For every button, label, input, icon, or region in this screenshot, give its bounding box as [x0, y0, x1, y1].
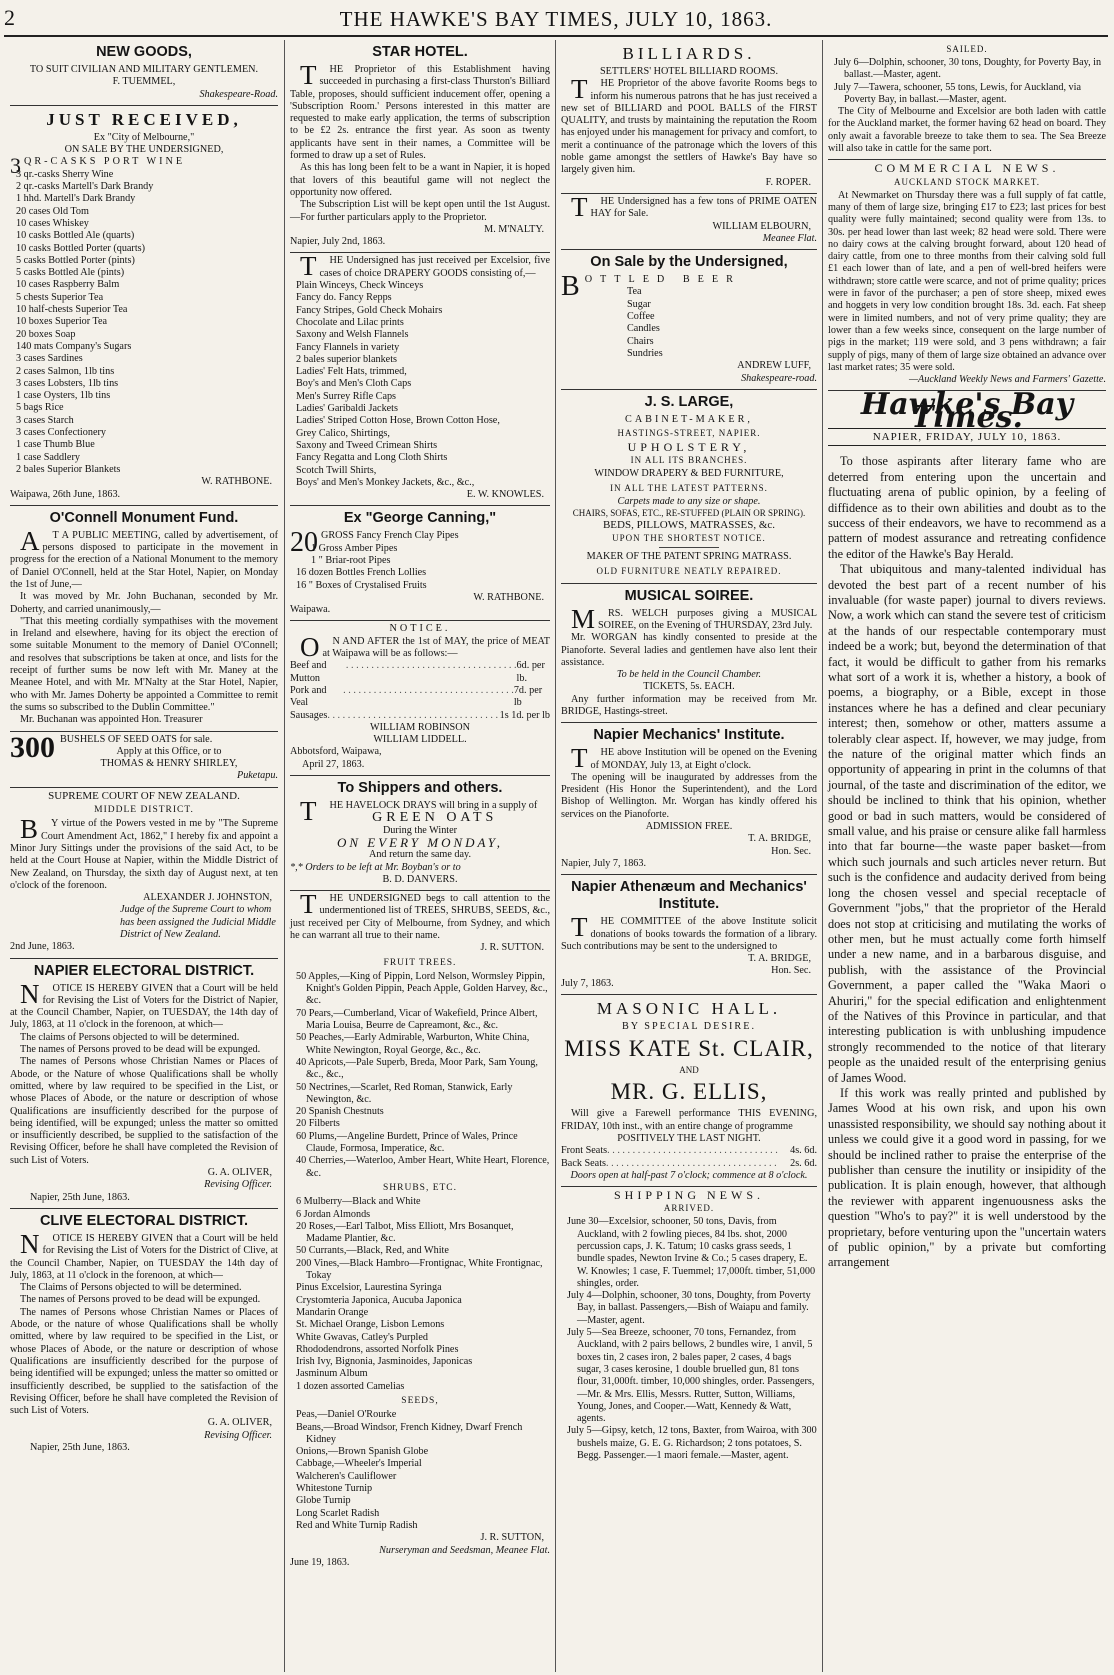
list-item: 6 Jordan Almonds — [296, 1208, 371, 1220]
list-item: 10 casks Bottled Ale (quarts) — [16, 230, 135, 242]
ad-text: UPON THE SHORTEST NOTICE. — [612, 533, 766, 544]
price-label: Front Seats — [561, 1145, 608, 1157]
price-label: Beef and Mutton — [290, 660, 327, 684]
paragraph: It was moved by Mr. John Buchanan, seconded by Mr. Doherty, and carried unanimously,— — [10, 591, 278, 615]
ad-text: And return the same day. — [368, 849, 472, 861]
list-item: Pinus Excelsior, Laurestina Syringa — [296, 1282, 442, 1294]
price-row — [561, 1158, 817, 1170]
list-item: St. Michael Orange, Lisbon Lemons — [296, 1319, 445, 1331]
list-item: 2 qr.-casks Martell's Dark Brandy — [16, 181, 154, 193]
list-item: 2 bales Superior Blankets — [16, 463, 121, 475]
address: Meanee Flat. — [762, 232, 817, 244]
ad-cabinet-maker — [561, 390, 817, 584]
ad-star-hotel — [290, 40, 550, 253]
paragraph: THE COMMITTEE of the above Institute solicit donations of books towards the formation of a library. Such contributions may be sent to the undersigned to — [561, 912, 817, 952]
ad-title: To Shippers and others. — [337, 780, 503, 797]
price-row — [290, 710, 550, 722]
editorial — [828, 454, 1106, 1271]
price-label: Back Seats — [561, 1157, 606, 1169]
ad-title: NEW GOODS, — [96, 44, 192, 60]
leader-dots: . . . . . . . . . . . . . . . . . . . . . . . . . . . . . . . . . . — [343, 684, 514, 696]
ad-subtitle: SETTLERS' HOTEL BILLIARD ROOMS. — [599, 66, 779, 77]
list-item: 10 cases Raspberry Balm — [16, 279, 120, 291]
role: Judge of the Supreme Court to whom has been assigned the Judicial Middle District of New Zealand. — [120, 904, 276, 940]
signature: F. TUEMMEL, — [112, 76, 176, 88]
editorial-paragraph: To those aspirants after literary fame who are deterred from entering upon the uncertain and fluctuating arena of public opinion, by a feeling of diffidence as to their own abilities and doubt as to the success of their endeavors, we have to recommend as a pattern of modest assurance and retreating confidence the editor of the Hawke's Bay Herald. — [828, 454, 1106, 561]
ad-clive-electoral — [10, 1209, 278, 1458]
ad-highlight: GREEN OATS — [372, 810, 498, 826]
ad-title: NOTICE. — [389, 623, 451, 635]
paragraph: NOTICE IS HEREBY GIVEN that a Court will be held for Revising the List of Voters for the District of Napier, at the Council Chamber, Napier, on TUESDAY, the 14th day of July, 1863, at 11 o'clock in the forenoon, at which— — [10, 978, 278, 1031]
ad-new-goods — [10, 40, 278, 106]
signature: ALEXANDER J. JOHNSTON, — [143, 892, 272, 904]
date: Napier, July 7, 1863. — [561, 857, 647, 869]
list-item: 70 Pears,—Cumberland, Vicar of Wakefield, Prince Albert, Maria Louisa, Beurre de Capreamont, &c., &c. — [296, 1007, 538, 1032]
list-item: Red and White Turnip Radish — [296, 1519, 418, 1531]
paragraph: At Newmarket on Thursday there was a full supply of fat cattle, many of them of large size, bringing £17 to £23; last prices for best quality were fully maintained; second quality were from 13s. to 30s. per head lower than last week; 82 head were sold. There were no dairy cows at the calving brought forward, about 120 head of dairy cattle, from one to three months from their calving sold full £1 each lower than of late, and a pen of well-bred heifers were withdrawn; store cattle were scarce, and not of prime quality; prices were in favor of the purchaser; a pen of store sheep, mixed ewes and hoggets in very low condition brought 18s. 3d. each. Fat sheep were in limited numbers, and not of very prime quality; they are lower than a few weeks since, consequent on the large number of pigs in the market; 119 were sold, and 3 pens withdrawn; a fair supply of pigs, many of them of large size obtained an advance over last market rates; 35 were sold. — [828, 189, 1106, 373]
list-item: 5 bags Rice — [16, 402, 64, 414]
paragraph: MRS. WELCH purposes giving a MUSICAL SOIREE, on the Evening of THURSDAY, 23rd July. — [571, 603, 817, 634]
price-row — [290, 685, 550, 710]
paragraph: THE UNDERSIGNED begs to call attention to the undermentioned list of TREES, SHRUBS, SEEDS, &c., just received per City of Melbourne, from Sydney, and which he can warrant all true to their name. — [290, 889, 550, 941]
shipping-list — [828, 57, 1106, 106]
list-item: Onions,—Brown Spanish Globe — [296, 1446, 429, 1458]
paragraph: AT A PUBLIC MEETING, called by advertisement, of persons disposed to participate in the movement in progress for the erection of a National Monument to the memory of Daniel O'Connell, held at the Star Hotel, Napier, on Monday the 1st of June,— — [10, 525, 278, 590]
list-item: Mandarin Orange — [296, 1306, 369, 1318]
ad-text: Apply at this Office, or to — [116, 745, 222, 757]
list-item: 140 mats Company's Sugars — [16, 340, 132, 352]
list-item: Saxony and Tweed Crimean Shirts — [296, 439, 438, 451]
signature: G. A. OLIVER, — [207, 1167, 272, 1179]
paragraph: THE HAVELOCK DRAYS will bring in a supply of — [300, 796, 538, 827]
list-item: Sugar — [627, 298, 651, 310]
paragraph: As this has long been felt to be a want in Napier, it is hoped that lovers of this beautiful game will not neglect the opportunity now offered. — [290, 162, 550, 198]
list-item: Chocolate and Lilac prints — [296, 316, 404, 328]
column-rule — [555, 40, 556, 1672]
paragraph: The names of Persons proved to be dead will be expunged. — [20, 1294, 261, 1306]
column-4 — [828, 40, 1106, 1670]
ad-text: BY SPECIAL DESIRE. — [621, 1021, 756, 1033]
list-item: Ladies' Felt Hats, trimmed, — [296, 366, 407, 378]
address: Puketapu. — [236, 770, 278, 782]
commercial-news — [828, 160, 1106, 391]
list-item: Fancy Regatta and Long Cloth Shirts — [296, 452, 448, 464]
list-item: Scotch Twill Shirts, — [296, 464, 377, 476]
ad-napier-electoral — [10, 959, 278, 1209]
signature: WILLIAM ROBINSON — [370, 721, 470, 733]
date: Napier, 25th June, 1863. — [30, 1191, 130, 1203]
ad-text: BEDS, PILLOWS, MATRASSES, &c. — [602, 519, 776, 532]
role: Hon. Sec. — [771, 965, 811, 977]
ad-text: GROSS Fancy French Clay Pipes — [321, 530, 459, 542]
signature: T. A. BRIDGE, — [748, 953, 811, 965]
ad-oaten-hay — [561, 191, 817, 250]
role: Revising Officer. — [204, 1429, 272, 1441]
column-2 — [290, 40, 550, 1670]
performer-name: MISS KATE St. CLAIR, — [564, 1036, 814, 1062]
list-item: Chairs — [627, 335, 654, 347]
list-item: 20 Spanish Chestnuts — [296, 1106, 384, 1118]
list-item: 2 bales superior blankets — [296, 353, 397, 365]
paragraph: Will give a Farewell performance THIS EVENING, FRIDAY, 10th inst., with an entire change of programme — [561, 1108, 817, 1132]
address: Shakespeare-Road. — [199, 88, 278, 100]
list-item: 1 hhd. Martell's Dark Brandy — [16, 193, 136, 205]
paragraph: The names of Persons proved to be dead will be expunged. — [20, 1044, 261, 1056]
list-item: 5 casks Bottled Porter (pints) — [16, 254, 135, 266]
list-item: Long Scarlet Radish — [296, 1507, 380, 1519]
list-item: 1 case Saddlery — [16, 451, 80, 463]
ad-text: QR-CASKS PORT WINE — [24, 156, 186, 168]
price-list — [290, 660, 550, 721]
list-item: Boy's and Men's Cloth Caps — [296, 378, 412, 390]
list-item: 16 " Boxes of Crystalised Fruits — [296, 579, 427, 591]
list-item: 50 Peaches,—Early Admirable, Warburton, White China, White Newington, Royal George, &c., &c. — [296, 1032, 530, 1056]
signature: THOMAS & HENRY SHIRLEY, — [100, 758, 238, 770]
price-value: 6d. per lb. — [516, 660, 545, 684]
ad-text: CHAIRS, SOFAS, ETC., RE-STUFFED (PLAIN OR SPRING). — [572, 508, 806, 519]
item-list — [290, 543, 550, 592]
signature: WILLIAM ELBOURN, — [712, 220, 811, 232]
item-list — [290, 971, 550, 1180]
ad-just-received — [10, 106, 278, 506]
signature: E. W. KNOWLES. — [466, 489, 544, 501]
paragraph: The Claims of Persons objected to will be determined. — [20, 1282, 242, 1294]
source: —Auckland Weekly News and Farmers' Gazette. — [908, 374, 1106, 386]
paragraph: The Subscription List will be kept open until the 1st August.—For further particulars apply to the Proprietor. — [290, 199, 550, 223]
ad-title: SUPREME COURT OF NEW ZEALAND. — [48, 789, 240, 802]
section-title: FRUIT TREES. — [383, 957, 457, 968]
ad-masonic-hall — [561, 995, 817, 1187]
ad-title: Ex "George Canning," — [343, 510, 497, 527]
shipping-entry: July 6—Dolphin, schooner, 30 tons, Doughty, for Poverty Bay, in ballast.—Master, agent. — [834, 57, 1102, 81]
ad-mechanics-institute — [561, 723, 817, 875]
ad-title: Napier Mechanics' Institute. — [593, 727, 785, 744]
ad-supreme-court — [10, 788, 278, 959]
list-item: 1 " Briar-root Pipes — [311, 554, 391, 566]
list-item: Sundries — [627, 347, 663, 359]
section-title: SEEDS, — [401, 1395, 439, 1406]
ad-text: IN ALL ITS BRANCHES. — [630, 455, 748, 466]
ad-title: NAPIER ELECTORAL DISTRICT. — [33, 962, 255, 979]
item-list — [290, 1409, 550, 1532]
list-item: 16 dozen Bottles French Lollies — [296, 567, 427, 579]
role: Nurseryman and Seedsman, Meanee Flat. — [379, 1544, 550, 1556]
leader-dots: . . . . . . . . . . . . . . . . . . . . . . . . . . . . . . . . . . — [607, 1145, 778, 1157]
column-rule — [284, 40, 285, 1672]
list-item: White Gwavas, Catley's Purpled — [296, 1331, 428, 1343]
ad-text: Doors open at half-past 7 o'clock; commence at 8 o'clock. — [570, 1169, 808, 1181]
ad-musical-soiree — [561, 584, 817, 724]
list-item: 40 Cherries,—Waterloo, Amber Heart, White Heart, Florence, &c. — [296, 1155, 550, 1179]
ad-number: 300 — [10, 730, 55, 764]
ad-title: MASONIC HALL. — [596, 999, 782, 1019]
list-item: Globe Turnip — [296, 1495, 351, 1507]
ad-title: STAR HOTEL. — [372, 44, 468, 60]
address: Abbotsford, Waipawa, — [290, 746, 382, 758]
ad-title: Napier Athenæum and Mechanics' Institute. — [571, 879, 807, 913]
column-rule — [822, 40, 823, 1672]
drop-letter: B — [561, 271, 580, 303]
list-item: Crystomteria Japonica, Aucuba Japonica — [296, 1294, 462, 1306]
price-list — [561, 1145, 817, 1170]
list-item: 3 cases Sardines — [16, 353, 83, 365]
ad-title: JUST RECEIVED, — [46, 109, 242, 129]
editorial-paragraph: If this work was really printed and published by James Wood at his own risk, and upon his own unassisted responsibility, we should say nothing about it unless we could give it a good word in passing, for we should be inclined rather to praise the enterprise of the publisher than censure the inutility or insipidity of the publication. It is plain enough, however, that although the reviewer with apparent ingenuousness asks the question "Who's to pay?" it is well understood by the proprietary, before venturing upon the "uncertain waters of public opinion," by a private but comforting arrangement — [828, 1085, 1106, 1270]
ad-seed-oats — [10, 732, 278, 788]
section-subtitle: AUCKLAND STOCK MARKET. — [894, 176, 1040, 187]
ad-text: During the Winter — [382, 824, 458, 836]
list-item: 2 cases Salmon, 1lb tins — [16, 365, 115, 377]
drop-number: 20 — [290, 527, 318, 559]
ad-meat-notice — [290, 621, 550, 776]
section-subtitle: SAILED. — [946, 44, 988, 54]
ad-text: Carpets made to any size or shape. — [617, 495, 761, 507]
paragraph: Mr. WORGAN has kindly consented to preside at the Pianoforte. Several ladies and gentlemen have also lent their assistance. — [561, 632, 817, 668]
list-item: 40 Apricots,—Pale Superb, Breda, Moor Park, Sam Young, &c., &c., — [296, 1056, 538, 1081]
ad-trees — [290, 891, 550, 1573]
list-item: Plain Winceys, Check Winceys — [296, 280, 424, 292]
list-item: Coffee — [627, 311, 655, 323]
list-item: Irish Ivy, Bignonia, Jasminoides, Japonicas — [296, 1356, 473, 1368]
signature: M. M'NALTY. — [484, 223, 544, 235]
paragraph: THE Undersigned has a few tons of PRIME OATEN HAY for Sale. — [571, 191, 817, 222]
signature: F. ROPER. — [765, 176, 811, 188]
paragraph: The names of Persons whose Christian Names or Places of Abode, or the Nature of whose Qualifications shall be wholly omitted, where by law required to be specified in the List, or whose Places of Abode, or the nature or description of whose Qualifications are insufficiently described for the purpose of being identified, will be expunged; unless the matter so omitted or insufficiently described, be supplied to the satisfaction of the Revising Officer, before he shall have completed the Revision of such List of Voters. — [10, 1056, 278, 1166]
date: Waipawa, 26th June, 1863. — [10, 488, 121, 500]
paragraph: The names of Persons whose Christian Names or Places of Abode, or the nature of whose Qualifications shall be wholly omitted, where by law required to be specified in the List, or whose Places of Abode, or the nature or description of whose Qualifications are insufficiently described for the purpose of being identified will be expunged; unless the matter so omitted or insufficiently described, be supplied to the satisfaction of the Revising Officer, before he shall have completed the Revision of such List of Voters. — [10, 1306, 278, 1417]
section-title: COMMERCIAL NEWS. — [874, 161, 1060, 176]
list-item: Fancy do. Fancy Repps — [296, 292, 392, 304]
price-value: 4s. 6d. — [790, 1145, 817, 1157]
ad-shippers — [290, 776, 550, 891]
item-list — [10, 169, 278, 476]
paragraph: THE Undersigned has just received per Excelsior, five cases of choice DRAPERY GOODS consisting of,— — [300, 251, 550, 282]
shipping-entry: July 5—Gipsy, ketch, 12 tons, Baxter, from Wairoa, with 300 bushels maize, G. E. G. Richardson; 2 tons potatoes, S. Begg. Passenger.—1 maori female.—Master, agent. — [567, 1425, 817, 1462]
date: Napier, July 2nd, 1863. — [290, 236, 386, 248]
page-header — [4, 3, 1108, 37]
list-item: 10 half-chests Superior Tea — [16, 304, 128, 316]
ad-text: OLD FURNITURE NEATLY REPAIRED. — [596, 565, 782, 576]
date: April 27, 1863. — [302, 758, 365, 770]
ad-text: UPHOLSTERY, — [627, 440, 751, 455]
leader-dots: . . . . . . . . . . . . . . . . . . . . . . . . . . . . . . . . . . — [345, 660, 517, 672]
shipping-list — [561, 1216, 817, 1462]
list-item: Men's Surrey Rifle Caps — [296, 390, 397, 402]
list-item: Candles — [627, 323, 660, 335]
leader-dots: . . . . . . . . . . . . . . . . . . . . . . . . . . . . . . . . . . — [327, 709, 498, 721]
signature: W. RATHBONE. — [473, 591, 544, 603]
running-masthead: THE HAWKE'S BAY TIMES, JULY 10, 1863. — [339, 7, 773, 31]
list-item: 1 Gross Amber Pipes — [311, 542, 398, 554]
ad-text: ON SALE BY THE UNDERSIGNED, — [64, 144, 224, 156]
ad-george-canning — [290, 506, 550, 621]
list-item: 20 boxes Soap — [16, 328, 76, 340]
shipping-sailed — [828, 40, 1106, 160]
editorial-paragraph: That ubiquitous and many-talented individual has devoted the best part of a recent number of his invaluable (for waste paper) journal to divers reviews. Now, a work which can stand the severe test of criticism at the hands of our respectable contemporary must indeed be a work; but, beyond the determination of that fact, it would be difficult to gather from his remarks what sort of a work it is, whether a history, a book of poems, a biography, or a Bible, except in those instances where he has a defined and clear pecuniary interest; then, somehow or other, matters assume a tolerably clear aspect. If, however, we may judge, from the nature of the original matter which finds an opportunity of appearing in print in the columns of that journal, of the taste and discrimination of the editor, we should be inclined to think that his opinion, whether good or bad in such matters, would be considered of small value, and his praise or censure alike fall harmless into that far bourne—the waste paper basket—from which such journals and such articles never return. But such is the confidence and audacity derived from being long the chosen vessel and special receptacle of Government "jobs," that the proprietor of the Herald does not stop at criticising and mutilating the works of other men, but he must actually come forth himself under a new name, and in a barbarous disguise, and publish, with the assistance of the Provincial Government, a paper called the "Waka Maori o Ahuriri," for the special edification and enlightenment of the Natives of this Province in particular, and that interesting publication is with unblushing impudence strongly recommended to the notice of that literary people as the unaided result of the enterprising genius of James Wood. — [828, 562, 1106, 1085]
list-item: 20 cases Old Tom — [16, 205, 89, 217]
column-1 — [10, 40, 278, 1670]
ad-text: WINDOW DRAPERY & BED FURNITURE, — [594, 468, 784, 480]
signature: ANDREW LUFF, — [737, 360, 811, 372]
column-3 — [561, 40, 817, 1670]
paragraph: Any further information may be received from Mr. BRIDGE, Hastings-street. — [561, 693, 817, 717]
ad-title: BILLIARDS. — [622, 44, 756, 63]
performer-name: MR. G. ELLIS, — [610, 1079, 768, 1105]
list-item: Saxony and Welsh Flannels — [296, 329, 409, 341]
list-item: 3 cases Lobsters, 1lb tins — [16, 377, 119, 389]
list-item: 3 cases Confectionery — [16, 427, 106, 439]
ad-title: J. S. LARGE, — [644, 393, 734, 410]
paragraph: ON AND AFTER the 1st of MAY, the price of MEAT at Waipawa will be as follows:— — [300, 631, 550, 662]
list-item: Beans,—Broad Windsor, French Kidney, Dwarf French Kidney — [296, 1421, 523, 1445]
list-item: 1 case Thumb Blue — [16, 439, 95, 451]
paragraph: THE Proprietor of the above favorite Rooms begs to inform his numerous patrons that he has just received a new set of BILLIARD and POOL BALLS of the FIRST QUALITY, and trusts by maintaining the reputation the Room has enjoyed under his management for privacy and comfort, to merit a continuance of the patronage which the lovers of this noble game amongst the settlers of Hawke's Bay have so largely given him. — [561, 74, 817, 176]
list-item: 200 Vines,—Black Hambro—Frontignac, White Frontignac, Tokay — [296, 1257, 543, 1282]
address: Waipawa. — [290, 604, 331, 616]
signature: J. R. SUTTON. — [480, 942, 544, 954]
paragraph: THE Proprietor of this Establishment having succeeded in purchasing a first-class Thurston's Billiard Table, proposes, should sufficient inducement offer, opening a 'Subscription Room.' Persons interested in this matter are requested to make early application, the terms of subscription to be £2 2s. entrance the first year. As soon as twenty applicants have sent in their names, a Committee will be formed to draw up a set of Rules. — [290, 60, 550, 162]
drop-number: 3 — [10, 153, 21, 179]
paragraph: The claims of Persons objected to will be determined. — [20, 1031, 240, 1043]
address: Shakespeare-road. — [741, 372, 817, 384]
ad-oconnell-fund — [10, 506, 278, 732]
signature: T. A. BRIDGE, — [748, 833, 811, 845]
list-item: 1 case Oysters, 1lb tins — [16, 390, 111, 402]
signature: J. R. SUTTON, — [480, 1532, 544, 1544]
paragraph: Mr. Buchanan was appointed Hon. Treasurer — [20, 714, 203, 726]
list-item: 10 cases Whiskey — [16, 217, 89, 229]
ad-title: O'Connell Monument Fund. — [49, 509, 239, 526]
ad-drapery — [290, 253, 550, 506]
paragraph: THE above Institution will be opened on the Evening of MONDAY, July 13, at Eight o'clock. — [571, 743, 817, 774]
role: Revising Officer. — [204, 1179, 272, 1191]
list-item: 50 Currants,—Black, Red, and White — [296, 1245, 449, 1257]
signature: W. RATHBONE. — [201, 476, 272, 488]
ad-text: POSITIVELY THE LAST NIGHT. — [617, 1132, 761, 1144]
date: June 19, 1863. — [290, 1556, 350, 1568]
ad-text: TO SUIT CIVILIAN AND MILITARY GENTLEMEN. — [29, 64, 259, 75]
ad-text: AND — [679, 1065, 699, 1076]
list-item: 3 cases Starch — [16, 414, 74, 426]
list-item: 20 Roses,—Earl Talbot, Miss Elliott, Mrs Bosanquet, Madame Plantier, &c. — [296, 1220, 514, 1245]
price-value: 2s. 6d. — [790, 1157, 817, 1169]
section-title: SHIPPING NEWS. — [613, 1188, 764, 1203]
list-item: 6 Mulberry—Black and White — [296, 1196, 421, 1208]
signature: G. A. OLIVER, — [207, 1417, 272, 1429]
date: Napier, 25th June, 1863. — [30, 1441, 130, 1453]
list-item: Ladies' Garibaldi Jackets — [296, 403, 398, 415]
ad-text: To be held in the Council Chamber. — [616, 669, 762, 681]
list-item: Fancy Flannels in variety — [296, 341, 400, 353]
price-row — [290, 660, 550, 685]
paragraph: The opening will be inaugurated by addresses from the President (His Honor the Superintendent), and the Lord Bishop of Wellington. Mr. Worgan has kindly offered his services on the Pianoforte. — [561, 771, 817, 820]
signature: WILLIAM LIDDELL. — [373, 734, 467, 746]
price-label: Sausages — [290, 709, 328, 721]
role: Hon. Sec. — [771, 845, 811, 857]
paragraph: NOTICE IS HEREBY GIVEN that a Court will be held for Revising the List of Voters for the District of Clive, at the Council Chamber, Napier, on TUESDAY the 14th day of July, 1863, at 11 o'clock in the forenoon, at which— — [10, 1228, 278, 1281]
paragraph: "That this meeting cordially sympathises with the movement in Ireland and elsewhere, having for its object the erection of some suitable Monument to the memory of Daniel O'Connell; and resolves that subscriptions be taken at once, and lists for the receipt of further sums be now left with Mr. Maney at the Meanee Hotel, and with Mr. M'Nalty at the Star Hotel, Napier, who with Mr. James Doherty be appointed a Committee to remit the sums so subscribed to the Dublin Committee." — [10, 615, 278, 713]
shipping-entry: July 4—Dolphin, schooner, 30 tons, Doughty, from Poverty Bay, in ballast. Passengers,—Bish of Waiapu and family.—Master, agent. — [567, 1290, 811, 1326]
list-item: 50 Nectrines,—Scarlet, Red Roman, Stanwick, Early Newington, &c. — [296, 1081, 513, 1105]
list-item: 3 qr.-casks Sherry Wine — [16, 168, 114, 180]
shipping-entry: July 7—Tawera, schooner, 55 tons, Lewis, for Auckland, via Poverty Bay, in ballast.—Master, agent. — [834, 81, 1082, 105]
list-item: 5 chests Superior Tea — [16, 291, 104, 303]
price-label: Pork and Veal — [290, 684, 327, 709]
list-item: 5 casks Bottled Ale (pints) — [16, 267, 125, 279]
divider — [659, 547, 719, 548]
ad-title: CLIVE ELECTORAL DISTRICT. — [39, 1212, 249, 1229]
price-value: 1s 1d. per lb — [499, 709, 550, 721]
ad-subtitle: MIDDLE DISTRICT. — [94, 805, 194, 816]
item-list — [561, 286, 817, 360]
ad-highlight: ON EVERY MONDAY, — [336, 834, 504, 850]
list-item: 10 boxes Superior Tea — [16, 316, 108, 328]
shipping-news — [561, 1187, 817, 1466]
ad-billiards — [561, 40, 817, 194]
dateline: NAPIER, FRIDAY, JULY 10, 1863. — [828, 428, 1106, 446]
signature: B. D. DANVERS. — [382, 873, 458, 885]
list-item: 60 Plums,—Angeline Burdett, Prince of Wales, Prince Claude, Formosa, Imperatice, &c. — [296, 1130, 518, 1155]
ad-text: *,* Orders to be left at Mr. Boyban's or to — [290, 861, 461, 873]
shipping-entry: July 5—Sea Breeze, schooner, 70 tons, Fernandez, from Auckland, with 2 pairs bellows, 2 bundles wire, 1 anvil, 5 boxes tin, 2 cases iron, 2 bales paper, 2 cases, 4 bags sugar, 3 cases kerosine, 1 double bruelled gun, 81 tons flour, 31,000ft. timber, 10,000 shingles, order. Passengers,—Mr. & Mrs. Ellis, Messrs. Rutter, Sutton, Williams, Young, Jones, and Cooper.—Watt, Kennedy & Watt, agents. — [567, 1327, 815, 1425]
ad-text: MAKER OF THE PATENT SPRING MATRASS. — [586, 551, 792, 563]
newspaper-masthead: Hawke's Bay Times. — [860, 387, 1074, 435]
list-item: Peas,—Daniel O'Rourke — [296, 1409, 397, 1421]
leader-dots: . . . . . . . . . . . . . . . . . . . . . . . . . . . . . . . . . . — [605, 1157, 777, 1169]
price-value: 7d. per lb — [513, 684, 543, 709]
address: HASTINGS-STREET, NAPIER. — [617, 428, 761, 439]
date: 2nd June, 1863. — [10, 941, 75, 953]
item-list — [290, 1196, 550, 1393]
list-item: Cabbage,—Wheeler's Imperial — [296, 1458, 422, 1470]
shipping-entry: June 30—Excelsior, schooner, 50 tons, Davis, from Auckland, with 2 fowling pieces, 84 lbs. shot, 2000 percussion caps, J. K. Tatum; 10 casks grass seeds, 1 bundle spades, Newton Irvine & Co.; 5 cases drapery, E. W. Knowles; 1 case, F. Tuemmel; 17,000ft. timber, 51,000 shingles, order. — [567, 1216, 816, 1289]
paragraph: The City of Melbourne and Excelsior are both laden with cattle for the Auckland market, the former having 62 head on board. They only await a favorable breeze to take them to sea. The Sea Breeze will also take in cattle for the same port. — [828, 106, 1106, 155]
ad-title: On Sale by the Undersigned, — [590, 254, 788, 271]
list-item: 20 Filberts — [296, 1118, 340, 1130]
list-item: Ladies' Striped Cotton Hose, Brown Cotton Hose, — [296, 415, 500, 427]
list-item: Rhododendrons, assorted Norfolk Pines — [296, 1343, 459, 1355]
ad-bottled-beer — [561, 250, 817, 390]
list-item: 10 casks Bottled Porter (quarts) — [16, 242, 146, 254]
list-item: Grey Calico, Shirtings, — [296, 427, 390, 439]
section-subtitle: ARRIVED. — [663, 1203, 715, 1214]
list-item: Whitestone Turnip — [296, 1483, 373, 1495]
list-item: 1 dozen assorted Camelias — [296, 1380, 405, 1392]
date: July 7, 1863. — [561, 977, 614, 989]
ad-text: CABINET-MAKER, — [625, 413, 753, 425]
price-row — [561, 1145, 817, 1157]
ad-text: IN ALL THE LATEST PATTERNS. — [610, 482, 768, 493]
ad-text: BUSHELS OF SEED OATS for sale. — [60, 733, 213, 745]
ad-text: OTTLED BEER — [584, 274, 741, 286]
page-number: 2 — [4, 5, 15, 30]
paragraph: BY virtue of the Powers vested in me by "The Supreme Court Amendment Act, 1862," I hereby fix and appoint a Minor Jury Sittings under the provisions of the said Act, to be held at the Court House at Napier, within the Middle District of New Zealand, on Thursday, the sixth day of August next, at ten o'clock of the forenoon. — [10, 814, 278, 891]
list-item: Jasminum Album — [296, 1368, 368, 1380]
ad-text: TICKETS, 5s. EACH. — [643, 681, 735, 693]
list-item: Tea — [627, 286, 642, 298]
ad-title: MUSICAL SOIREE. — [624, 587, 754, 604]
ad-athenaeum — [561, 875, 817, 995]
section-title: SHRUBS, ETC. — [382, 1182, 458, 1193]
ad-subtitle: Ex "City of Melbourne," — [93, 131, 195, 143]
ad-text: ADMISSION FREE. — [645, 821, 733, 833]
list-item: Boys' and Men's Monkey Jackets, &c., &c., — [296, 476, 475, 488]
list-item: 50 Apples,—King of Pippin, Lord Nelson, Wormsley Pippin, Knight's Golden Pippin, Peach Apple, Golden Harvey, &c., &c. — [296, 970, 548, 1007]
list-item: Fancy Stripes, Gold Check Mohairs — [296, 304, 443, 316]
item-list — [290, 280, 550, 489]
list-item: Walcheren's Cauliflower — [296, 1470, 397, 1482]
